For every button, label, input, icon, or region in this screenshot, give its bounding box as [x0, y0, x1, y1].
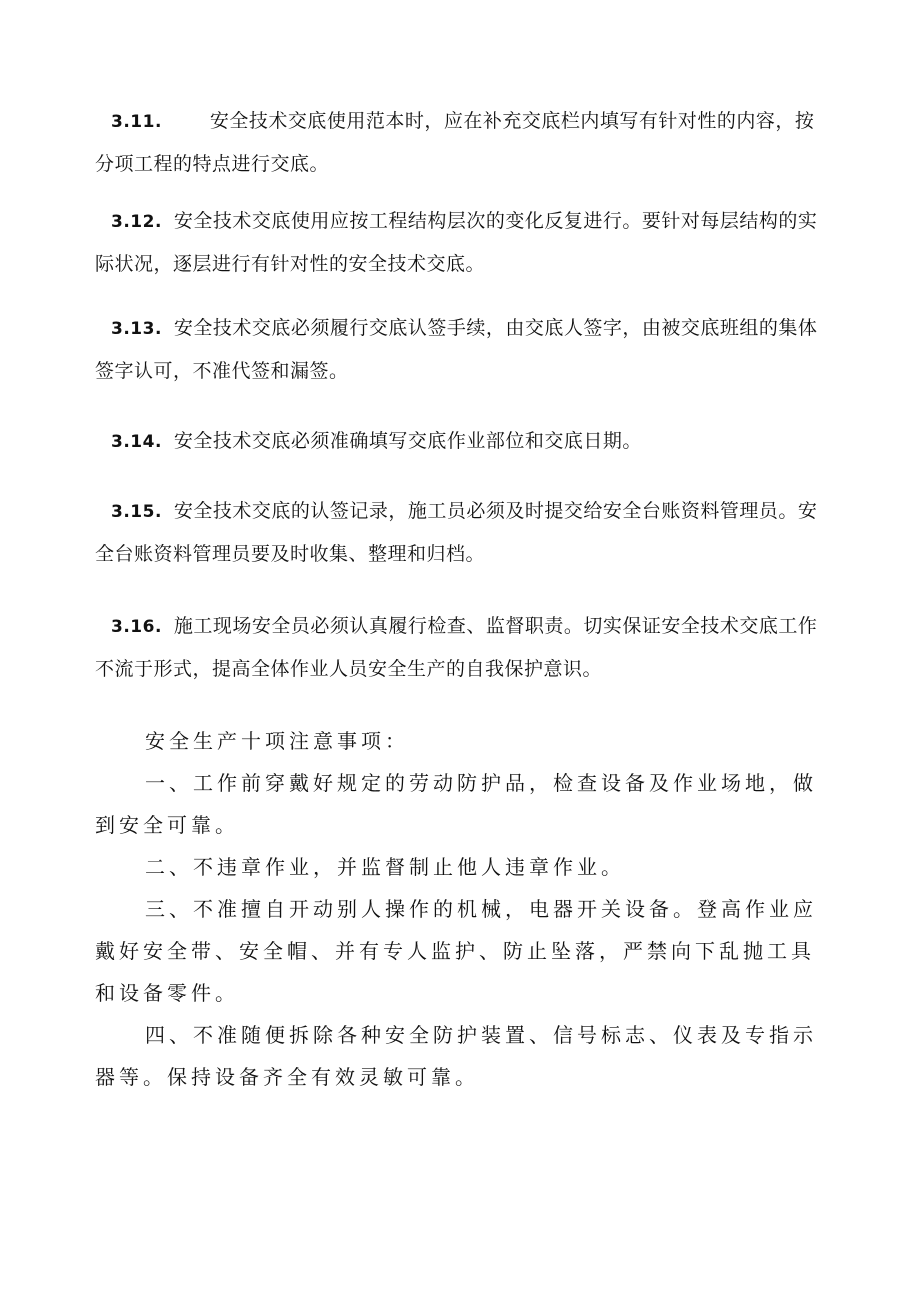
clause-3-14 [95, 420, 830, 463]
clause-3-12 [95, 200, 830, 285]
note-item-1: 一、工作前穿戴好规定的劳动防护品，检查设备及作业场地，做到安全可靠。 [95, 771, 817, 837]
safety-notes-section [95, 720, 830, 1098]
notes-heading: 安全生产十项注意事项： [145, 729, 409, 753]
clause-3-15 [95, 490, 830, 575]
note-item-3: 三、不准擅自开动别人操作的机械，电器开关设备。登高作业应戴好安全带、安全帽、并有专人监护、防止坠落，严禁向下乱抛工具和设备零件。 [95, 897, 817, 1005]
clause-number: 3.14. [111, 432, 162, 452]
clause-number: 3.11. [111, 112, 162, 132]
clause-text: 安全技术交底必须履行交底认签手续，由交底人签字，由被交底班组的集体签字认可，不准代签和漏签。 [95, 317, 818, 382]
clause-number: 3.16. [111, 617, 162, 637]
clause-text: 施工现场安全员必须认真履行检查、监督职责。切实保证安全技术交底工作不流于形式，提高全体作业人员安全生产的自我保护意识。 [95, 615, 818, 680]
clause-text: 安全技术交底使用应按工程结构层次的变化反复进行。要针对每层结构的实际状况，逐层进行有针对性的安全技术交底。 [95, 210, 818, 275]
clause-number: 3.13. [111, 319, 162, 339]
clause-number: 3.15. [111, 502, 162, 522]
clause-text: 安全技术交底使用范本时，应在补充交底栏内填写有针对性的内容，按分项工程的特点进行交底。 [95, 110, 815, 175]
clause-3-11 [95, 100, 830, 185]
clause-number: 3.12. [111, 212, 162, 232]
note-item-4: 四、不准随便拆除各种安全防护装置、信号标志、仪表及专指示器等。保持设备齐全有效灵敏可靠。 [95, 1023, 817, 1089]
clause-3-13 [95, 307, 830, 392]
note-item-2: 二、不违章作业，并监督制止他人违章作业。 [145, 855, 625, 879]
clause-text: 安全技术交底的认签记录，施工员必须及时提交给安全台账资料管理员。安全台账资料管理员要及时收集、整理和归档。 [95, 500, 818, 565]
clause-text: 安全技术交底必须准确填写交底作业部位和交底日期。 [173, 430, 642, 452]
clause-3-16 [95, 605, 830, 690]
